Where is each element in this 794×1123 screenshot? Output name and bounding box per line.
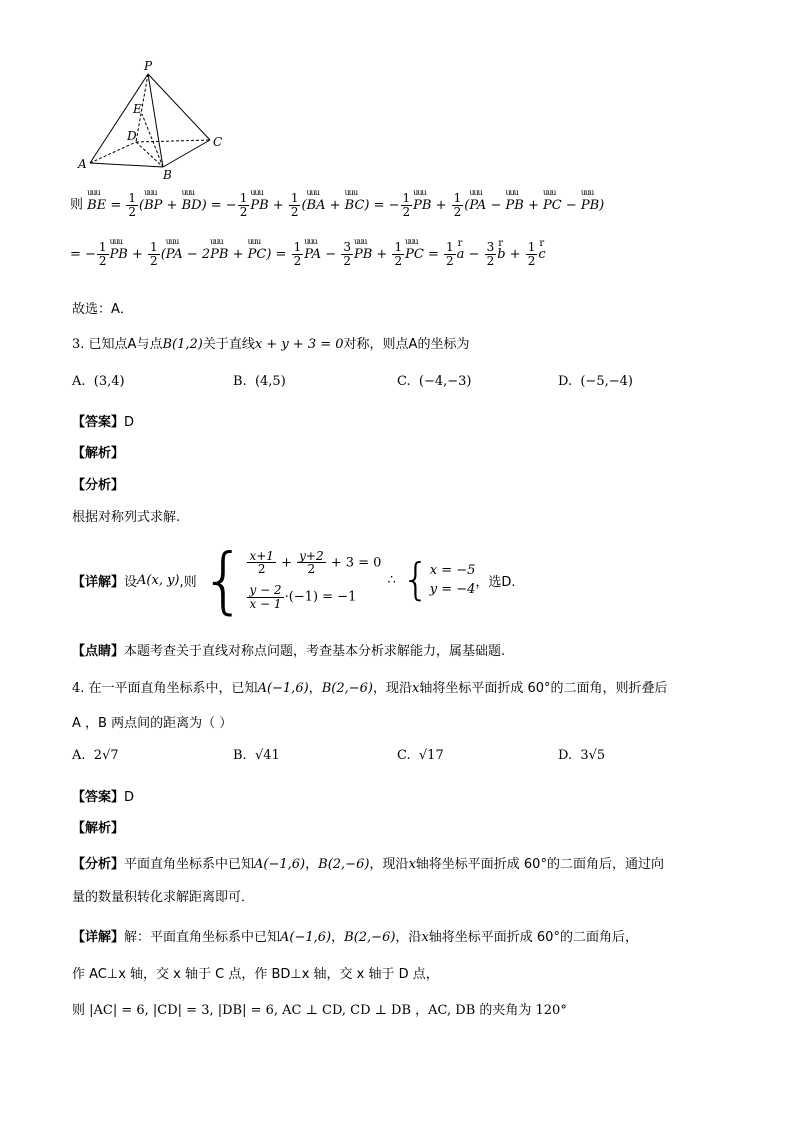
q3-option-c: C. (−4,−3) — [397, 374, 472, 389]
q3-stem: 3. 已知点A与点B(1,2)关于直线x + y + 3 = 0对称，则点A的坐标为 — [72, 337, 470, 352]
q4-fenxi-line-1: 【分析】平面直角坐标系中已知A(−1,6)，B(2,−6)，现沿x轴将坐标平面折成 60°的二面角后，通过向 — [72, 857, 664, 872]
q4-option-d: D. 3√5 — [558, 748, 606, 763]
label-C: C — [213, 135, 223, 149]
q3-option-a: A. (3,4) — [72, 374, 125, 389]
q4-analysis-tag: 【解析】 — [72, 821, 125, 836]
q4-option-b: B. √41 — [233, 748, 280, 763]
q4-answer: 【答案】D — [72, 790, 135, 805]
q3-comment: 【点睛】本题考查关于直线对称点问题，考查基本分析求解能力，属基础题. — [72, 644, 506, 659]
q3-detail: 【详解】 设 A(x, y) ,则 { $\frac{x+1}{2}$ + $\frac{y+2}{2}$ + 3 = 0 $\frac{y - 2}{x - 1}$ ·(−1) = −1 ∴ { x = −5 y = −4 ，选D. — [72, 538, 516, 622]
derivation-line-1: 则 uuu BE = $\frac{1}{2}$ (uuu BP + uuu BD) = − $\frac{1}{2}$ uuu PB + $\frac{1}{2}$ (uuu BA + uuu BC) = − $\frac{1}{2}$ uuu PB + $\frac{1}{2}$ (uuu PA − uuu PB + uuu PC − uuu PB) — [70, 192, 604, 218]
label-A: A — [78, 157, 87, 171]
label-E: E — [133, 102, 142, 116]
q4-stem-line-2: A ，B 两点间的距离为（ ） — [72, 716, 233, 731]
q4-detail-line-2: 作 AC⊥x 轴，交 x 轴于 C 点，作 BD⊥x 轴，交 x 轴于 D 点， — [72, 967, 439, 982]
q3-answer: 【答案】D — [72, 415, 135, 430]
q4-detail-line-1: 【详解】解：平面直角坐标系中已知A(−1,6)，B(2,−6)，沿x轴将坐标平面折成 60°的二面角后， — [72, 930, 638, 945]
q3-analysis-tag: 【解析】 — [72, 446, 125, 461]
label-B: B — [163, 168, 172, 182]
q4-fenxi-line-2: 量的数量积转化求解距离即可． — [72, 890, 255, 905]
pyramid-figure — [70, 60, 240, 185]
derivation-line-2: = − $\frac{1}{2}$ uuu PB + $\frac{1}{2}$ (uuu PA − 2uuu PB + uuu PC) = $\frac{1}{2}$ uuu PA − $\frac{3}{2}$ uuu PB + $\frac{1}{2}$ uuu PC = $\frac{1}{2}$ r a − $\frac{3}{2}$ r b + $\frac{1}{2}$ r c — [70, 241, 546, 267]
q3-option-b: B. (4,5) — [233, 374, 286, 389]
q3-fenxi-tag: 【分析】 — [72, 478, 125, 493]
label-D: D — [127, 129, 137, 143]
q4-option-a: A. 2√7 — [72, 748, 119, 763]
q4-stem-line-1: 4. 在一平面直角坐标系中，已知A(−1,6)，B(2,−6)，现沿x轴将坐标平面折成 60°的二面角，则折叠后 — [72, 681, 668, 696]
q3-fenxi-text: 根据对称列式求解. — [72, 510, 181, 525]
q3-option-d: D. (−5,−4) — [558, 374, 633, 389]
q4-detail-line-3: 则 |AC| = 6, |CD| = 3, |DB| = 6, AC ⊥ CD, CD ⊥ DB ，AC, DB 的夹角为 120° — [72, 1003, 567, 1018]
q4-option-c: C. √17 — [397, 748, 444, 763]
q2-conclusion: 故选：A． — [72, 302, 133, 317]
label-P: P — [144, 60, 153, 73]
